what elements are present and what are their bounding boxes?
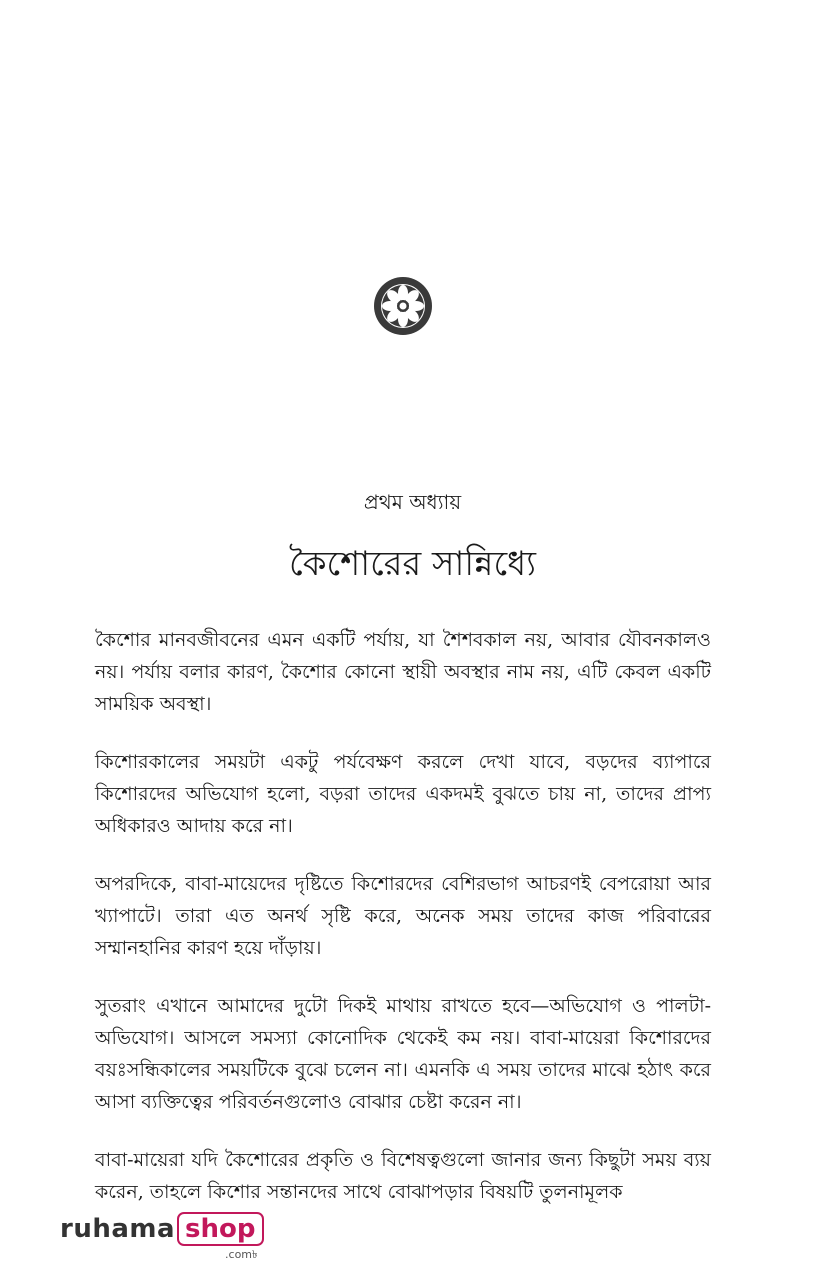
chapter-title: কৈশোরের সান্নিধ্যে [288,544,537,584]
paragraph: বাবা-মায়েরা যদি কৈশোরের প্রকৃতি ও বিশেষত্বগুলো জানার জন্য কিছুটা সময় ব্যয় করেন, তাহলে কিশোর সন্তানদের সাথে বোঝাপড়ার বিষয়টি তুলনামূলক [95,1149,711,1203]
logo-word: ruhama [60,1214,176,1244]
chapter-label: প্রথম অধ্যায় [363,490,462,514]
body-text [95,624,711,1234]
paragraph: সুতরাং এখানে আমাদের দুটো দিকই মাথায় রাখতে হবে—অভিযোগ ও পালটা-অভিযোগ। আসলে সমস্যা কোনোদিক থেকেই কম নয়। বাবা-মায়েরা কিশোরদের বয়ঃসন্ধিকালের সময়টিকে বুঝে চলেন না। এমনকি এ সময় তাদের মাঝে হঠাৎ করে আসা ব্যক্তিত্বের পরিবর্তনগুলোও বোঝার চেষ্টা করেন না। [95,995,711,1113]
logo-shop-text: shop [185,1214,256,1244]
paragraph: কৈশোর মানবজীবনের এমন একটি পর্যায়, যা শৈশবকাল নয়, আবার যৌবনকালও নয়। পর্যায় বলার কারণ, কৈশোর কোনো স্থায়ী অবস্থার নাম নয়, এটি কেবল একটি সাময়িক অবস্থা। [95,629,711,715]
flower-medallion-icon [372,275,434,337]
paragraph: অপরদিকে, বাবা-মায়েদের দৃষ্টিতে কিশোরদের বেশিরভাগ আচরণই বেপরোয়া আর খ্যাপাটে। তারা এত অনর্থ সৃষ্টি করে, অনেক সময় তাদের কাজ পরিবারের সম্মানহানির কারণ হয়ে দাঁড়ায়। [95,873,711,959]
logo-domain: .com৳ [225,1248,258,1261]
logo-shop-badge [177,1212,263,1261]
ruhamashop-logo [60,1212,264,1260]
paragraph: কিশোরকালের সময়টা একটু পর্যবেক্ষণ করলে দেখা যাবে, বড়দের ব্যাপারে কিশোরদের অভিযোগ হলো, বড়রা তাদের একদমই বুঝতে চায় না, তাদের প্রাপ্য অধিকারও আদায় করে না। [95,751,711,837]
